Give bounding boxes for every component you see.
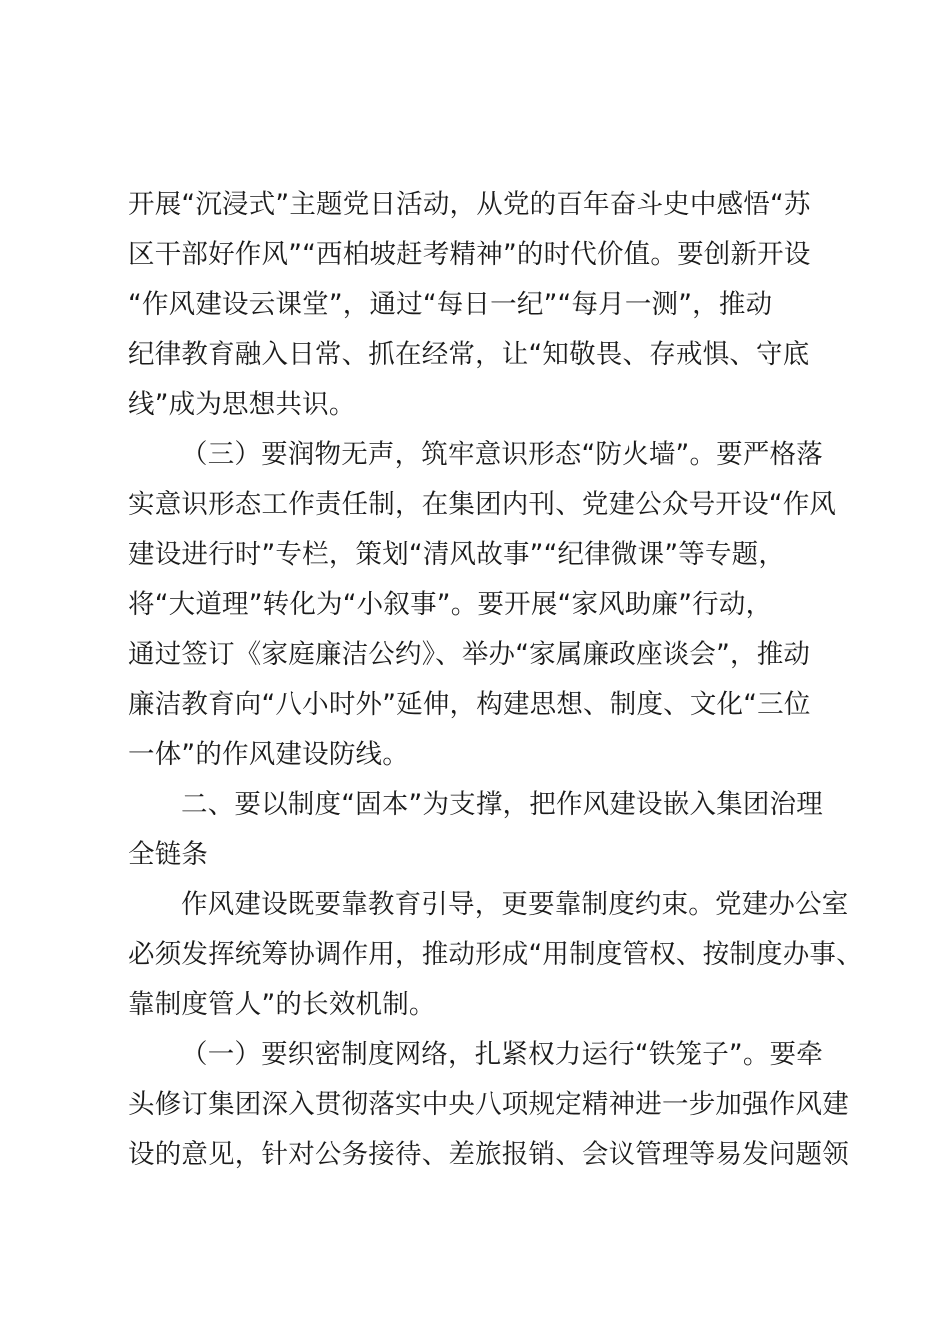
text-line: 全链条 (128, 839, 209, 870)
text-line: 区干部好作风”“西柏坡赶考精神”的时代价值。要创新开设 (128, 239, 811, 270)
text-line: 通过签订《家庭廉洁公约》、举办“家属廉政座谈会”，推动 (128, 639, 811, 670)
text-line: 开展“沉浸式”主题党日活动，从党的百年奋斗史中感悟“苏 (128, 189, 811, 220)
text-line: 实意识形态工作责任制，在集团内刊、党建公众号开设“作风 (128, 489, 837, 520)
text-line: 必须发挥统筹协调作用，推动形成“用制度管权、按制度办事、 (128, 939, 863, 970)
text-line: 设的意见，针对公务接待、差旅报销、会议管理等易发问题领 (128, 1139, 849, 1170)
text-line: 二、要以制度“固本”为支撑，把作风建设嵌入集团治理 (181, 789, 823, 820)
text-line: 作风建设既要靠教育引导，更要靠制度约束。党建办公室 (181, 889, 849, 920)
text-line: 线”成为思想共识。 (128, 389, 356, 420)
text-line: “作风建设云课堂”，通过“每日一纪”“每月一测”，推动 (128, 289, 773, 320)
text-line: 建设进行时”专栏，策划“清风故事”“纪律微课”等专题， (128, 539, 786, 570)
document-body (128, 180, 863, 1180)
text-line: （一）要织密制度网络，扎紧权力运行“铁笼子”。要牵 (181, 1039, 823, 1070)
text-line: 一体”的作风建设防线。 (128, 739, 409, 770)
text-line: 将“大道理”转化为“小叙事”。要开展“家风助廉”行动， (128, 589, 773, 620)
text-line: 纪律教育融入日常、抓在经常，让“知敬畏、存戒惧、守底 (128, 339, 810, 370)
text-line: 头修订集团深入贯彻落实中央八项规定精神进一步加强作风建 (128, 1089, 849, 1120)
text-line: 靠制度管人”的长效机制。 (128, 989, 436, 1020)
text-line: （三）要润物无声，筑牢意识形态“防火墙”。要严格落 (181, 439, 823, 470)
text-line: 廉洁教育向“八小时外”延伸，构建思想、制度、文化“三位 (128, 689, 811, 720)
